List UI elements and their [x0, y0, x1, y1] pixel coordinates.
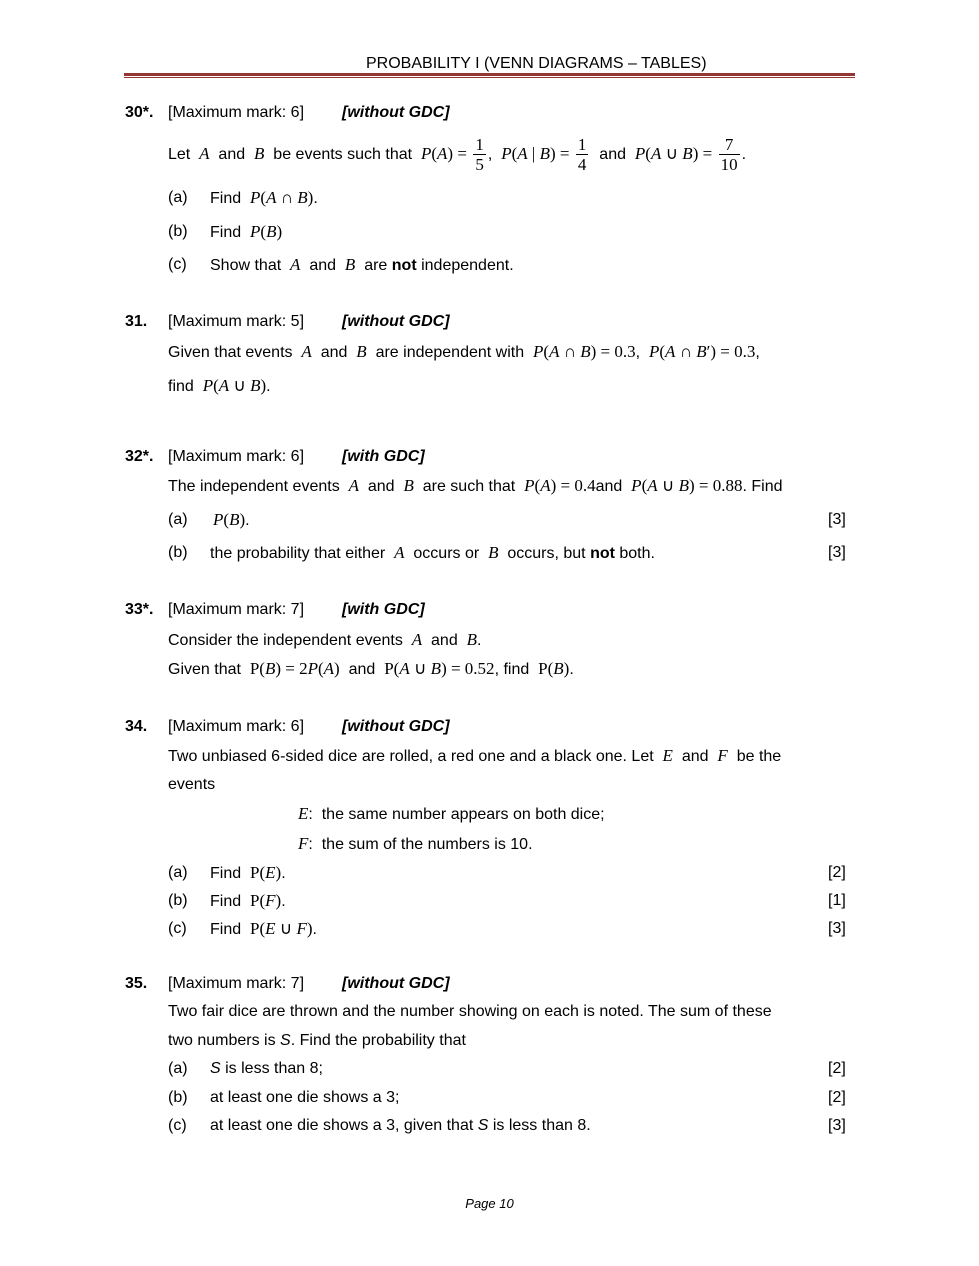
- question-30-gdc: [without GDC]: [342, 104, 450, 121]
- page-number: Page 10: [465, 1196, 514, 1211]
- question-34c-marks: [3]: [828, 920, 846, 937]
- question-30b-label: (b): [168, 223, 188, 240]
- question-34-gdc: [without GDC]: [342, 718, 450, 735]
- question-35-line2: two numbers is S. Find the probability that: [168, 1032, 466, 1049]
- question-35c-marks: [3]: [828, 1117, 846, 1134]
- question-35b-text: at least one die shows a 3;: [210, 1089, 400, 1106]
- question-30a-label: (a): [168, 189, 188, 206]
- question-34-line2: events: [168, 776, 216, 793]
- question-34-event-e: E: the same number appears on both dice;: [298, 804, 605, 823]
- question-34-max-mark: [Maximum mark: 6]: [168, 718, 305, 735]
- question-35b-marks: [2]: [828, 1089, 846, 1106]
- question-35-number: 35.: [125, 975, 148, 992]
- question-35a-label: (a): [168, 1060, 188, 1077]
- question-34a-label: (a): [168, 864, 188, 881]
- page-header-title: PROBABILITY I (VENN DIAGRAMS – TABLES): [366, 55, 707, 72]
- question-31-line2: find P(A ∪ B).: [168, 376, 271, 395]
- question-31-line1: Given that events A and B are independent with P(A ∩ B) = 0.3, P(A ∩ B′) = 0.3,: [168, 342, 760, 361]
- question-31-number: 31.: [125, 313, 148, 330]
- question-32a-label: (a): [168, 511, 188, 528]
- question-34b-marks: [1]: [828, 892, 846, 909]
- question-33-max-mark: [Maximum mark: 7]: [168, 601, 305, 618]
- question-34-number: 34.: [125, 718, 148, 735]
- question-30-max-mark: [Maximum mark: 6]: [168, 104, 305, 121]
- question-34c-label: (c): [168, 920, 187, 937]
- question-32b-text: the probability that either A occurs or B occurs, but not both.: [210, 543, 655, 562]
- question-32a-text: P(B).: [213, 510, 250, 529]
- question-34a-marks: [2]: [828, 864, 846, 881]
- question-34b-text: Find P(F).: [210, 891, 286, 910]
- question-31-max-mark: [Maximum mark: 5]: [168, 313, 305, 330]
- question-34b-label: (b): [168, 892, 188, 909]
- question-32-gdc: [with GDC]: [342, 448, 425, 465]
- question-35a-text: S is less than 8;: [210, 1060, 323, 1077]
- question-32b-label: (b): [168, 544, 188, 561]
- question-35-max-mark: [Maximum mark: 7]: [168, 975, 305, 992]
- question-34a-text: Find P(E).: [210, 863, 286, 882]
- question-30c-label: (c): [168, 256, 187, 273]
- question-35c-label: (c): [168, 1117, 187, 1134]
- header-rule: [124, 73, 855, 76]
- question-30-stem: Let A and B be events such that P(A) = $\frac{1}{5}$ , P(A | B) = $\frac{1}{4}$ and P(A ∪ B) = $\frac{7}{10}$ .: [168, 135, 747, 175]
- question-34-event-f: F: the sum of the numbers is 10.: [298, 834, 533, 853]
- question-35a-marks: [2]: [828, 1060, 846, 1077]
- question-34-line1: Two unbiased 6-sided dice are rolled, a red one and a black one. Let E and F be the: [168, 746, 782, 765]
- question-32-max-mark: [Maximum mark: 6]: [168, 448, 305, 465]
- question-30a-text: Find P(A ∩ B).: [210, 188, 318, 207]
- question-32b-marks: [3]: [828, 544, 846, 561]
- question-30c-text: Show that A and B are not independent.: [210, 255, 514, 274]
- question-33-line2: Given that P(B) = 2P(A) and P(A ∪ B) = 0.52, find P(B).: [168, 659, 574, 678]
- question-30-number: 30*.: [125, 104, 154, 121]
- question-33-number: 33*.: [125, 601, 154, 618]
- question-32-number: 32*.: [125, 448, 154, 465]
- question-30b-text: Find P(B): [210, 222, 283, 241]
- question-32a-marks: [3]: [828, 511, 846, 528]
- header-rule-thin: [124, 77, 855, 78]
- question-35-gdc: [without GDC]: [342, 975, 450, 992]
- question-35-line1: Two fair dice are thrown and the number showing on each is noted. The sum of these: [168, 1003, 772, 1020]
- question-33-gdc: [with GDC]: [342, 601, 425, 618]
- question-31-gdc: [without GDC]: [342, 313, 450, 330]
- question-32-stem: The independent events A and B are such that P(A) = 0.4and P(A ∪ B) = 0.88. Find: [168, 476, 783, 495]
- question-35c-text: at least one die shows a 3, given that S is less than 8.: [210, 1117, 591, 1134]
- question-34c-text: Find P(E ∪ F).: [210, 919, 317, 938]
- question-33-line1: Consider the independent events A and B.: [168, 630, 482, 649]
- question-35b-label: (b): [168, 1089, 188, 1106]
